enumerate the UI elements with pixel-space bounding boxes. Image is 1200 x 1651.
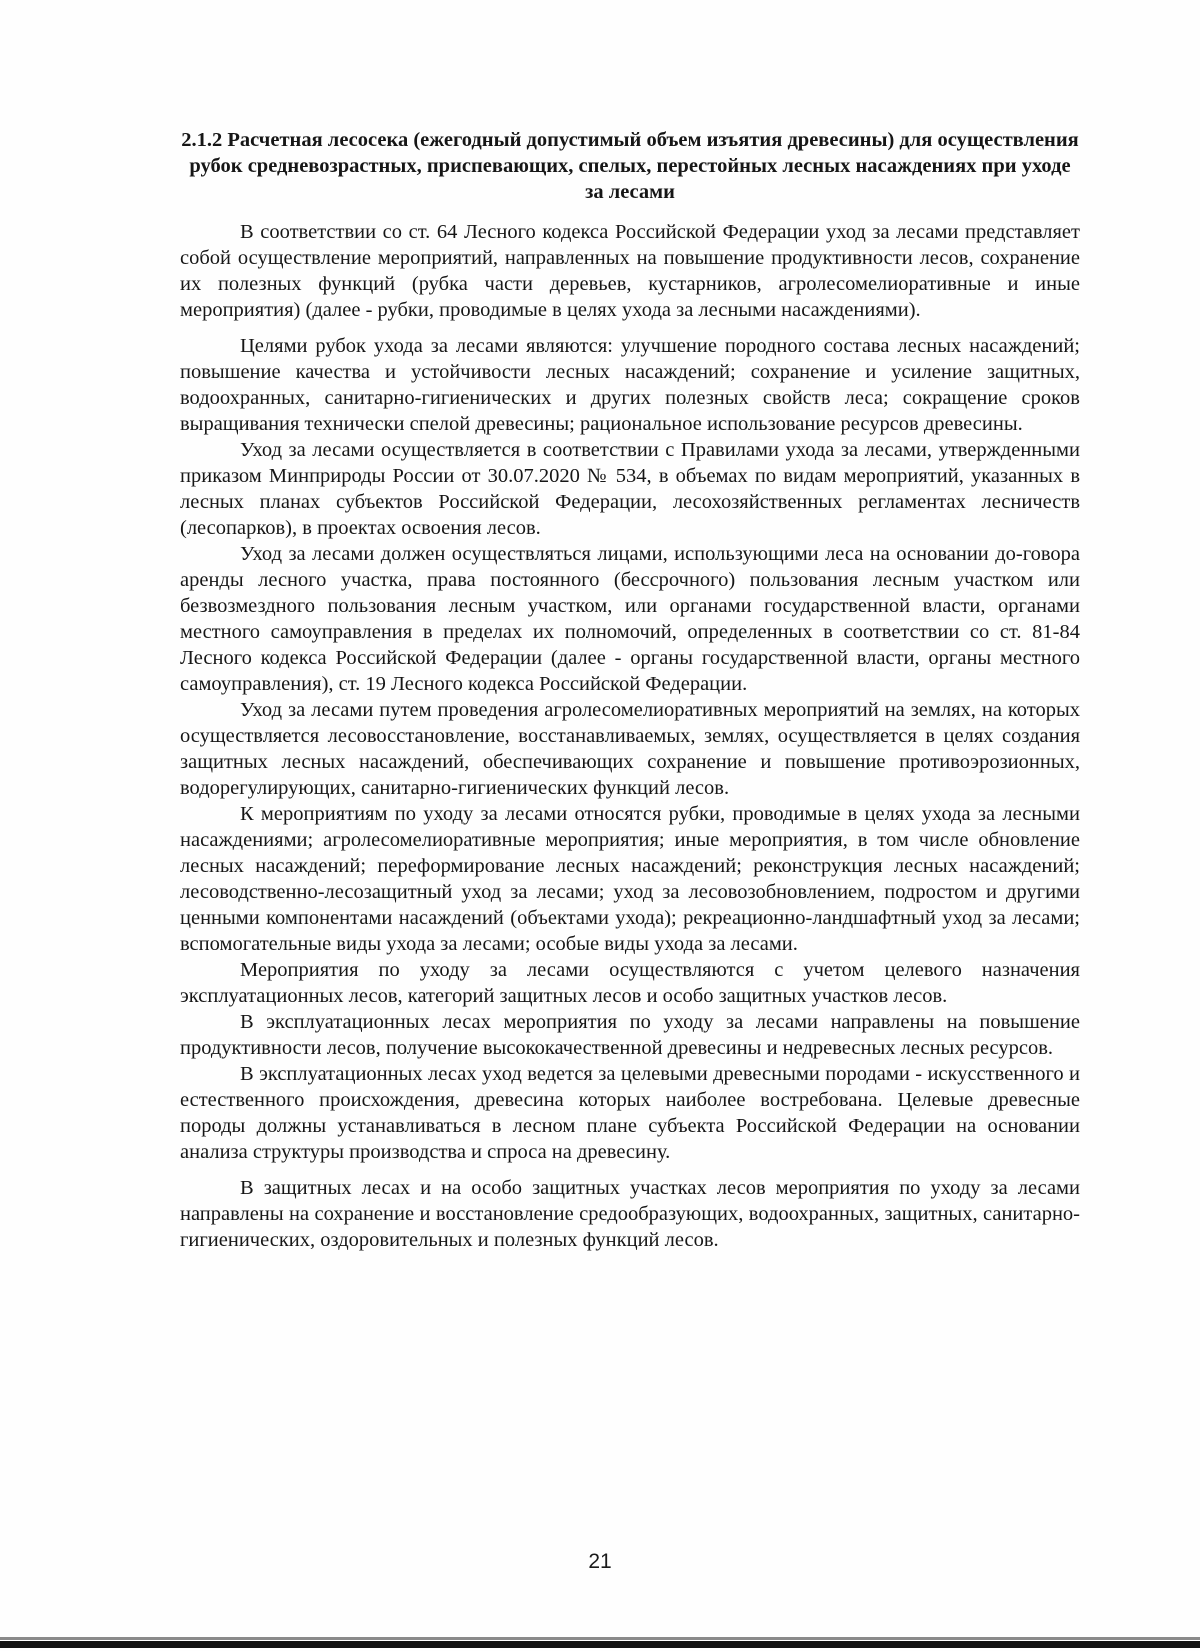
page-number: 21: [588, 1550, 612, 1573]
paragraph-10: В защитных лесах и на особо защитных участках лесов мероприятия по уходу за лесами направлены на сохранение и восстановление средообразующих, водоохранных, защитных, санитарно-гигиенических, оздоровительных и полезных функций лесов.: [180, 1177, 1080, 1251]
paragraph-6: К мероприятиям по уходу за лесами относятся рубки, проводимые в целях ухода за лесными насаждениями; агролесомелиоративные мероприятия; иные мероприятия, в том числе обновление лесных насаждений; переформирование лесных насаждений; реконструкция лесных насаждений; лесоводственно-лесозащитный уход за лесами; уход за лесовозобновлением, подростом и другими ценными компонентами насаждений (объектами ухода); рекреационно-ландшафтный уход за лесами; вспомогательные виды ухода за лесами; особые виды ухода за лесами.: [180, 803, 1080, 955]
scan-edge-bar: [0, 1641, 1200, 1648]
paragraph-9: В эксплуатационных лесах уход ведется за целевыми древесными породами - искусственного и естественного происхождения, древесина которых наиболее востребована. Целевые древесные породы должны устанавливаться в лесном плане субъекта Российской Федерации на основании анализа структуры производства и спроса на древесину.: [180, 1063, 1080, 1163]
paragraph-8: В эксплуатационных лесах мероприятия по уходу за лесами направлены на повышение продуктивности лесов, получение высококачественной древесины и недревесных лесных ресурсов.: [180, 1011, 1080, 1059]
scan-edge-shadow: [0, 1637, 1200, 1640]
paragraph-3: Уход за лесами осуществляется в соответствии с Правилами ухода за лесами, утвержденными приказом Минприроды России от 30.07.2020 № 534, в объемах по видам мероприятий, указанных в лесных планах субъектов Российской Федерации, лесохозяйственных регламентах лесничеств (лесопарков), в проектах освоения лесов.: [180, 439, 1080, 539]
paragraph-7: Мероприятия по уходу за лесами осуществляются с учетом целевого назначения эксплуатационных лесов, категорий защитных лесов и особо защитных участков лесов.: [180, 959, 1080, 1007]
paragraph-4: Уход за лесами должен осуществляться лицами, использующими леса на основании до-говора аренды лесного участка, права постоянного (бессрочного) пользования лесным участком или безвозмездного пользования лесным участком, или органами государственной власти, органами местного самоуправления в пределах их полномочий, определенных в соответствии со ст. 81-84 Лесного кодекса Российской Федерации (далее - органы государственной власти, органы местного самоуправления), ст. 19 Лесного кодекса Российской Федерации.: [180, 543, 1080, 695]
document-body: [180, 127, 1080, 1253]
paragraph-5: Уход за лесами путем проведения агролесомелиоративных мероприятий на землях, на которых осуществляется лесовосстановление, восстанавливаемых, землях, осуществляется в целях создания защитных лесных насаждений, обеспечивающих сохранение и повышение противоэрозионных, водорегулирующих, санитарно-гигиенических функций лесов.: [180, 699, 1080, 799]
section-heading: 2.1.2 Расчетная лесосека (ежегодный допустимый объем изъятия древесины) для осуществления рубок средневозрастных, приспевающих, спелых, перестойных лесных насаждениях при уходе за лесами: [181, 129, 1079, 203]
paragraph-1: В соответствии со ст. 64 Лесного кодекса Российской Федерации уход за лесами представляет собой осуществление мероприятий, направленных на повышение продуктивности лесов, сохранение их полезных функций (рубка части деревьев, кустарников, агролесомелиоративные и иные мероприятия) (далее - рубки, проводимые в целях ухода за лесными насаждениями).: [180, 221, 1080, 321]
paragraph-2: Целями рубок ухода за лесами являются: улучшение породного состава лесных насаждений; повышение качества и устойчивости лесных насаждений; сохранение и усиление защитных, водоохранных, санитарно-гигиенических и других полезных свойств леса; сокращение сроков выращивания технически спелой древесины; рациональное использование ресурсов древесины.: [180, 335, 1080, 435]
